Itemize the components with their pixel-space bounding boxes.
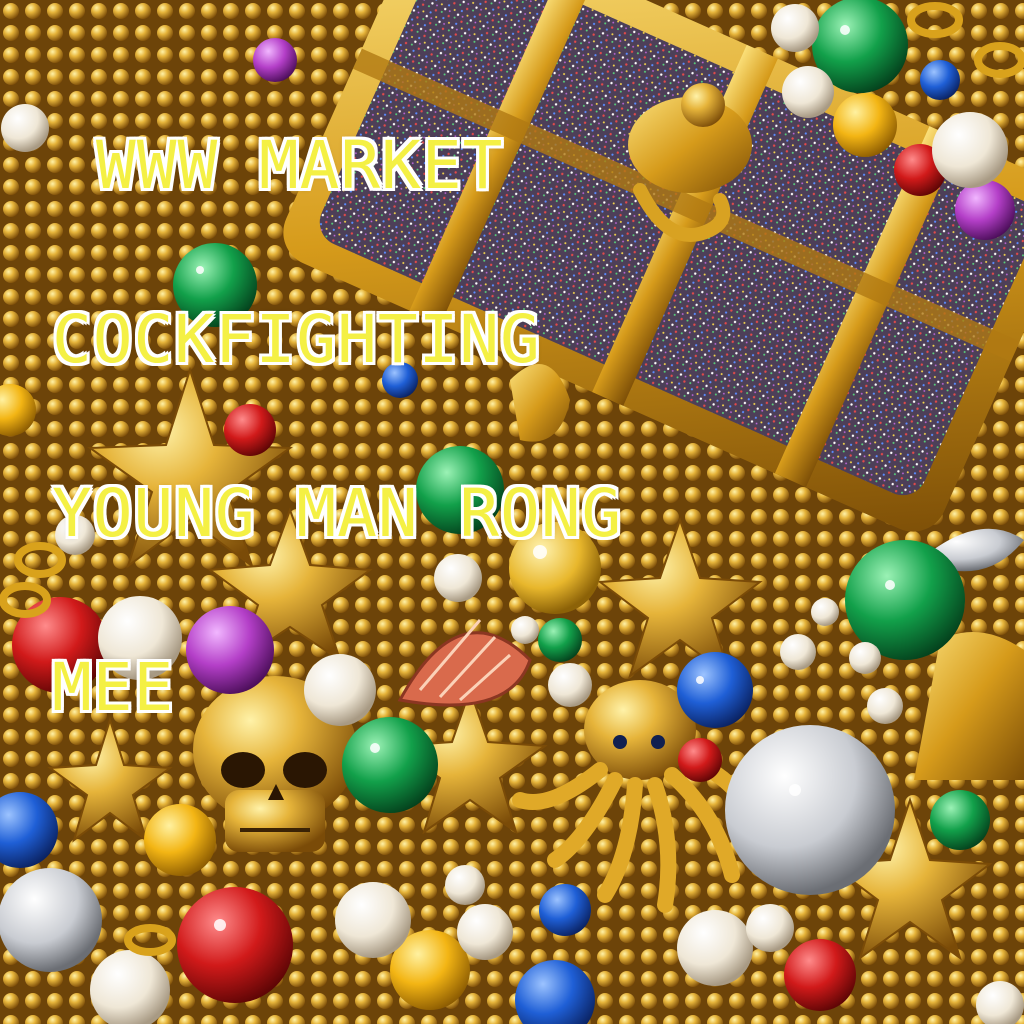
overlay-text-line-3: YOUNG MAN RONG — [52, 475, 623, 552]
overlay-text-line-1: WWW MARKET — [96, 127, 504, 204]
overlay-text-line-4: MEE — [52, 649, 175, 726]
overlay-text-line-2: COCKFIGHTING — [52, 301, 541, 378]
